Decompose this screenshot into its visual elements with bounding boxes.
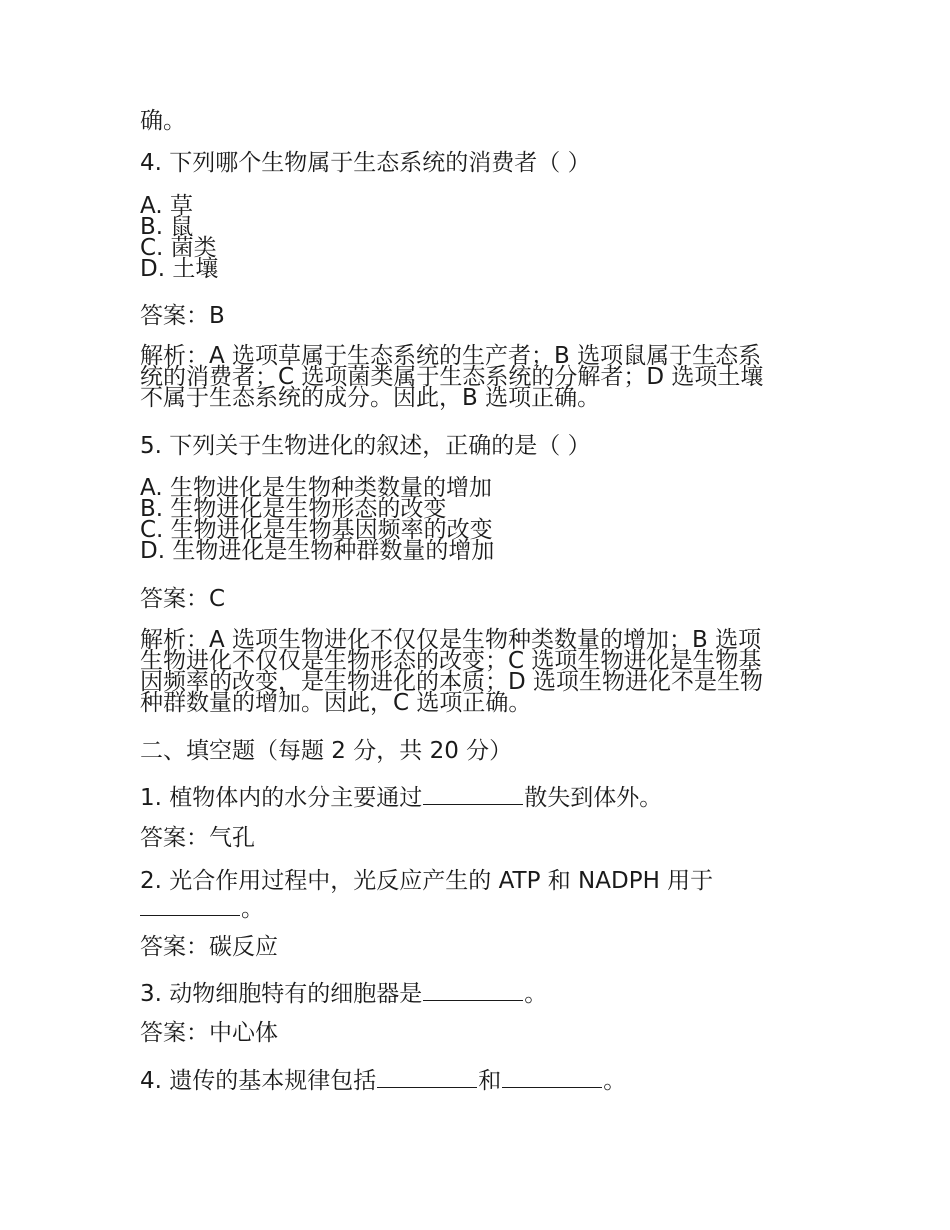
option-d: D. 土壤 <box>140 256 219 282</box>
analysis-line: 生物进化不仅仅是生物形态的改变；C 选项生物进化是生物基 <box>140 648 762 674</box>
fill-question-4 <box>140 1067 626 1093</box>
analysis-line: 种群数量的增加。因此，C 选项正确。 <box>140 690 532 716</box>
question-5-answer: 答案：C <box>140 586 226 612</box>
section-2-title: 二、填空题（每题 2 分，共 20 分） <box>140 738 513 764</box>
fill-question-1 <box>140 784 662 810</box>
question-5-analysis <box>140 627 830 716</box>
fill-blank <box>423 784 523 805</box>
fill-blank <box>140 895 240 916</box>
analysis-line: 因频率的改变，是生物进化的本质；D 选项生物进化不是生物 <box>140 669 764 695</box>
question-5-options <box>140 475 830 564</box>
question-5-stem: 5. 下列关于生物进化的叙述，正确的是（ ） <box>140 433 591 459</box>
question-4-options <box>140 193 830 282</box>
option-c: C. 菌类 <box>140 235 217 261</box>
option-b: B. 鼠 <box>140 214 194 240</box>
fill-1-answer: 答案：气孔 <box>140 825 255 851</box>
fill-1-text-before: 1. 植物体内的水分主要通过 <box>140 785 423 811</box>
fill-question-2-line1: 2. 光合作用过程中，光反应产生的 ATP 和 NADPH 用于 <box>140 868 714 894</box>
analysis-line: 不属于生态系统的成分。因此，B 选项正确。 <box>140 385 601 411</box>
fill-2-text-after: 。 <box>241 896 264 922</box>
fill-blank <box>377 1067 477 1088</box>
question-4-answer: 答案：B <box>140 303 225 329</box>
analysis-line: 解析：A 选项生物进化不仅仅是生物种类数量的增加；B 选项 <box>140 627 762 653</box>
fill-3-text-before: 3. 动物细胞特有的细胞器是 <box>140 981 423 1007</box>
fill-4-text-after: 。 <box>603 1068 627 1094</box>
fill-4-text-middle: 和 <box>478 1068 502 1094</box>
analysis-line: 解析：A 选项草属于生态系统的生产者；B 选项鼠属于生态系 <box>140 343 762 369</box>
fill-2-answer: 答案：碳反应 <box>140 934 278 960</box>
option-a: A. 生物进化是生物种类数量的增加 <box>140 475 492 501</box>
fill-3-answer: 答案：中心体 <box>140 1020 278 1046</box>
option-d: D. 生物进化是生物种群数量的增加 <box>140 538 495 564</box>
question-4-stem: 4. 下列哪个生物属于生态系统的消费者（ ） <box>140 150 591 176</box>
option-a: A. 草 <box>140 193 193 219</box>
fill-4-text-before: 4. 遗传的基本规律包括 <box>140 1068 377 1094</box>
option-b: B. 生物进化是生物形态的改变 <box>140 496 447 522</box>
analysis-line: 统的消费者；C 选项菌类属于生态系统的分解者；D 选项土壤 <box>140 364 764 390</box>
previous-answer-tail: 确。 <box>140 108 186 134</box>
question-4-analysis <box>140 343 830 411</box>
fill-3-text-after: 。 <box>524 981 548 1007</box>
fill-blank <box>423 980 523 1001</box>
option-c: C. 生物进化是生物基因频率的改变 <box>140 517 493 543</box>
fill-question-3 <box>140 980 547 1006</box>
fill-1-text-after: 散失到体外。 <box>524 785 663 811</box>
fill-question-2-line2 <box>140 895 264 921</box>
fill-blank <box>502 1067 602 1088</box>
